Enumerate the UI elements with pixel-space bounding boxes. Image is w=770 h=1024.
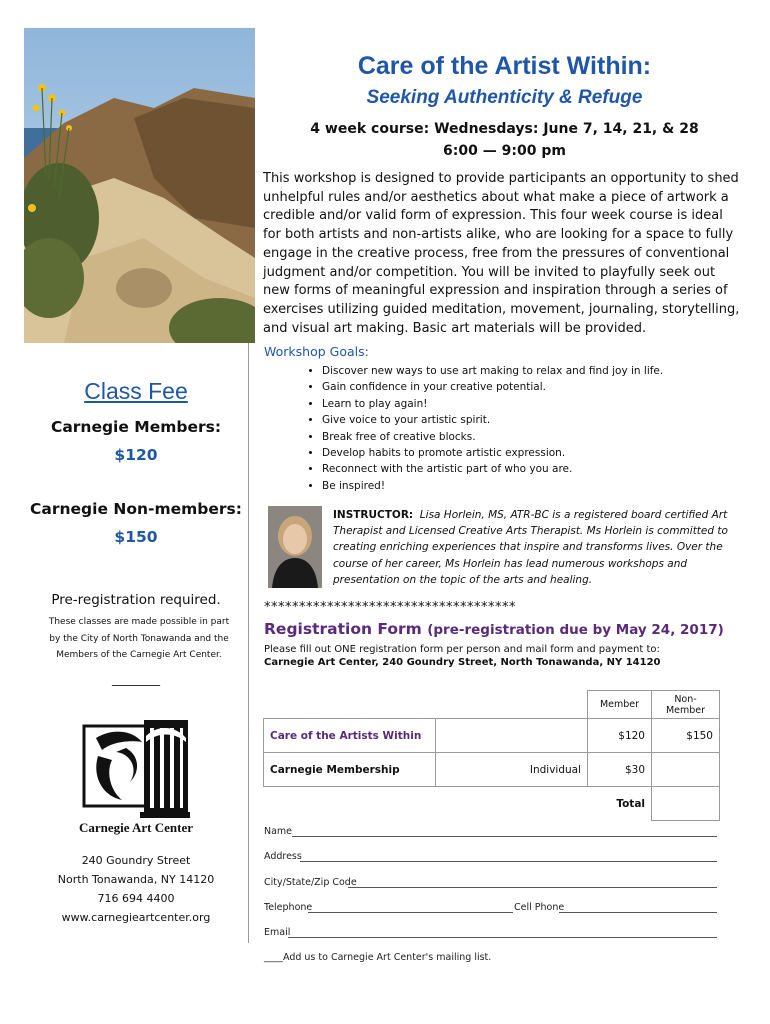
address-input-line[interactable] — [300, 861, 717, 862]
row-workshop-blank[interactable] — [436, 719, 588, 753]
instructor-portrait — [268, 506, 322, 588]
goal-item: • Give voice to your artistic spirit. — [322, 412, 663, 428]
row-workshop-label: Care of the Artists Within — [264, 719, 436, 753]
registration-due: (pre-registration due by May 24, 2017) — [427, 622, 724, 638]
coastal-landscape-photo — [24, 28, 255, 343]
row-membership-type: Individual — [436, 753, 588, 787]
goal-item: • Gain confidence in your creative potential. — [322, 379, 663, 395]
nonmembers-price: $150 — [114, 528, 158, 546]
email-input-line[interactable] — [288, 937, 717, 938]
carnegie-art-center-logo — [82, 716, 192, 824]
star-separator: ************************************ — [264, 600, 516, 615]
members-label: Carnegie Members: — [50, 418, 222, 436]
registration-heading — [264, 620, 724, 638]
row-workshop-member: $120 — [588, 719, 652, 753]
page-title: Care of the Artist Within: — [357, 52, 652, 80]
email-label: Email — [264, 927, 291, 938]
total-label: Total — [616, 797, 645, 810]
goal-item: • Reconnect with the artistic part of who you are. — [322, 461, 663, 477]
org-phone: 716 694 4400 — [97, 892, 175, 905]
goal-item: • Be inspired! — [322, 478, 663, 494]
members-price: $120 — [114, 446, 158, 464]
course-time: 6:00 — 9:00 pm — [443, 143, 566, 159]
name-label: Name — [264, 826, 293, 837]
goal-item: • Break free of creative blocks. — [322, 429, 663, 445]
registration-instructions: Please fill out ONE registration form per person and mail form and payment to: — [264, 644, 660, 655]
logo-wordmark: Carnegie Art Center — [78, 820, 194, 835]
row-membership-member: $30 — [588, 753, 652, 787]
mailing-checkbox-blank[interactable]: ____ — [264, 952, 283, 963]
goals-list — [300, 363, 663, 494]
row-membership-nonmember[interactable] — [652, 753, 720, 787]
workshop-description: This workshop is designed to provide participants an opportunity to shed unhelpful rules and/or aesthetics about what make a piece of artwork a credible and/or valid form of expression. This four week course is ideal for both artists and non-artists alike, who are looking for a space to fully engage in the creative process, free from the pressures of conventional judgment and/or competition. You will be invited to playfully seek out new forms of meaningful expression and inspiration through a series of exercises utilizing guided meditation, movement, journaling, storytelling, and visual art making. Basic art materials will be provided. — [263, 171, 740, 336]
registration-title: Registration Form — [264, 620, 422, 638]
mailing-list-label: Add us to Carnegie Art Center's mailing list. — [283, 952, 492, 963]
org-city: North Tonawanda, NY 14120 — [57, 873, 215, 886]
org-street: 240 Goundry Street — [81, 854, 191, 867]
row-workshop-nonmember: $150 — [652, 719, 720, 753]
class-fee-heading: Class Fee — [84, 378, 188, 404]
registration-address: Carnegie Art Center, 240 Goundry Street, North Tonawanda, NY 14120 — [264, 657, 661, 668]
cell-input-line[interactable] — [559, 912, 717, 913]
column-divider — [248, 343, 249, 943]
instructor-bio-text: Lisa Horlein, MS, ATR-BC is a registered board certified Art Therapist and Licensed Creative Arts Therapist. Ms Horlein is committed to creating enriching experiences that inspire and transforms lives. Over the course of her career, Ms Horlein has lead numerous workshops and presentation on the topic of the arts and healing. — [333, 509, 728, 586]
mailing-list-option[interactable] — [264, 952, 491, 963]
telephone-input-line[interactable] — [308, 912, 513, 913]
col-nonmember: Non-Member — [652, 691, 720, 719]
cell-label: Cell Phone — [514, 902, 565, 913]
city-input-line[interactable] — [348, 887, 717, 888]
instructor-label: INSTRUCTOR: — [333, 509, 414, 521]
city-label: City/State/Zip Code — [264, 877, 357, 888]
name-input-line[interactable] — [292, 836, 717, 837]
row-membership-label: Carnegie Membership — [264, 753, 436, 787]
page-subtitle: Seeking Authenticity & Refuge — [366, 87, 643, 108]
goal-item: • Learn to play again! — [322, 396, 663, 412]
telephone-label: Telephone — [264, 902, 313, 913]
instructor-bio — [333, 507, 743, 588]
fee-table — [263, 690, 720, 821]
goal-item: • Discover new ways to use art making to relax and find joy in life. — [322, 363, 663, 379]
funding-note: These classes are made possible in part by the City of North Tonawanda and the Members of the Carnegie Art Center. — [48, 617, 230, 660]
org-website[interactable]: www.carnegieartcenter.org — [61, 911, 211, 924]
total-value[interactable] — [652, 787, 720, 821]
separator-dash: ________ — [112, 672, 160, 686]
prereg-required: Pre-registration required. — [51, 592, 221, 608]
course-dates: 4 week course: Wednesdays: June 7, 14, 21, & 28 — [310, 121, 699, 137]
nonmembers-label: Carnegie Non-members: — [30, 500, 242, 518]
address-label: Address — [264, 851, 302, 862]
goal-item: • Develop habits to promote artistic expression. — [322, 445, 663, 461]
goals-heading: Workshop Goals: — [264, 344, 369, 359]
col-member: Member — [588, 691, 652, 719]
